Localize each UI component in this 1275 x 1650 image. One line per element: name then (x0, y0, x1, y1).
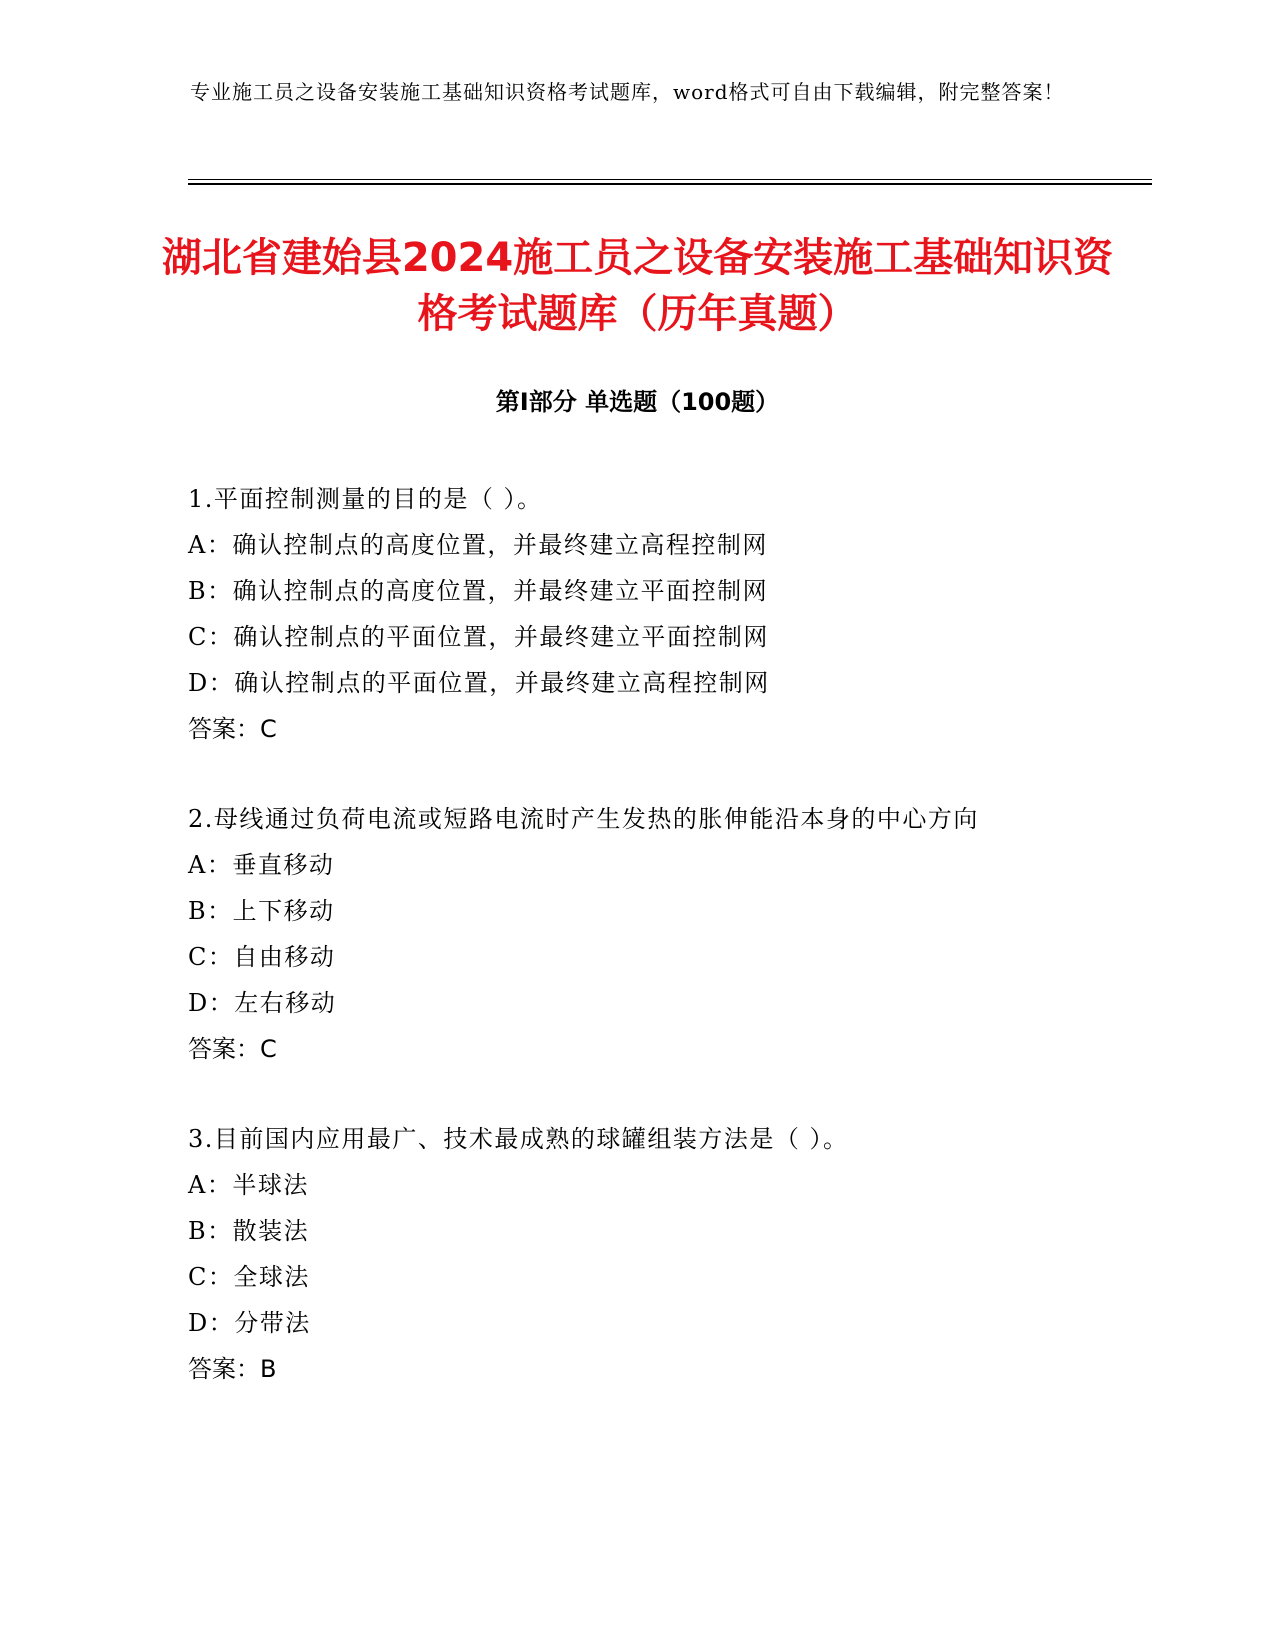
answer: 答案：C (188, 1035, 277, 1063)
option-b: B：上下移动 (188, 897, 335, 925)
question-2 (188, 796, 1088, 1072)
option-c: C：确认控制点的平面位置，并最终建立平面控制网 (188, 623, 769, 651)
question-stem: 3.目前国内应用最广、技术最成熟的球罐组装方法是（ ）。 (188, 1125, 849, 1153)
answer: 答案：B (188, 1355, 277, 1383)
option-a: A：确认控制点的高度位置，并最终建立高程控制网 (188, 531, 768, 559)
section-heading: 第I部分 单选题（100题） (495, 388, 780, 416)
option-d: D：确认控制点的平面位置，并最终建立高程控制网 (188, 669, 770, 697)
question-3 (188, 1116, 1088, 1392)
question-stem: 1.平面控制测量的目的是（ ）。 (188, 485, 543, 513)
option-d: D：分带法 (188, 1309, 311, 1337)
option-b: B：确认控制点的高度位置，并最终建立平面控制网 (188, 577, 769, 605)
question-1 (188, 476, 1088, 752)
option-a: A：垂直移动 (188, 851, 335, 879)
answer: 答案：C (188, 715, 277, 743)
option-a: A：半球法 (188, 1171, 309, 1199)
header-note: 专业施工员之设备安装施工基础知识资格考试题库，word格式可自由下载编辑，附完整答案！ (190, 80, 1065, 104)
question-stem: 2.母线通过负荷电流或短路电流时产生发热的胀伸能沿本身的中心方向 (188, 805, 979, 833)
document-title: 湖北省建始县2024施工员之设备安装施工基础知识资格考试题库（历年真题） (161, 235, 1114, 337)
option-d: D：左右移动 (188, 989, 337, 1017)
option-b: B：散装法 (188, 1217, 310, 1245)
header-divider-thin (188, 179, 1152, 180)
option-c: C：全球法 (188, 1263, 310, 1291)
option-c: C：自由移动 (188, 943, 336, 971)
header-divider-thick (188, 183, 1152, 185)
question-list (188, 476, 1088, 1436)
